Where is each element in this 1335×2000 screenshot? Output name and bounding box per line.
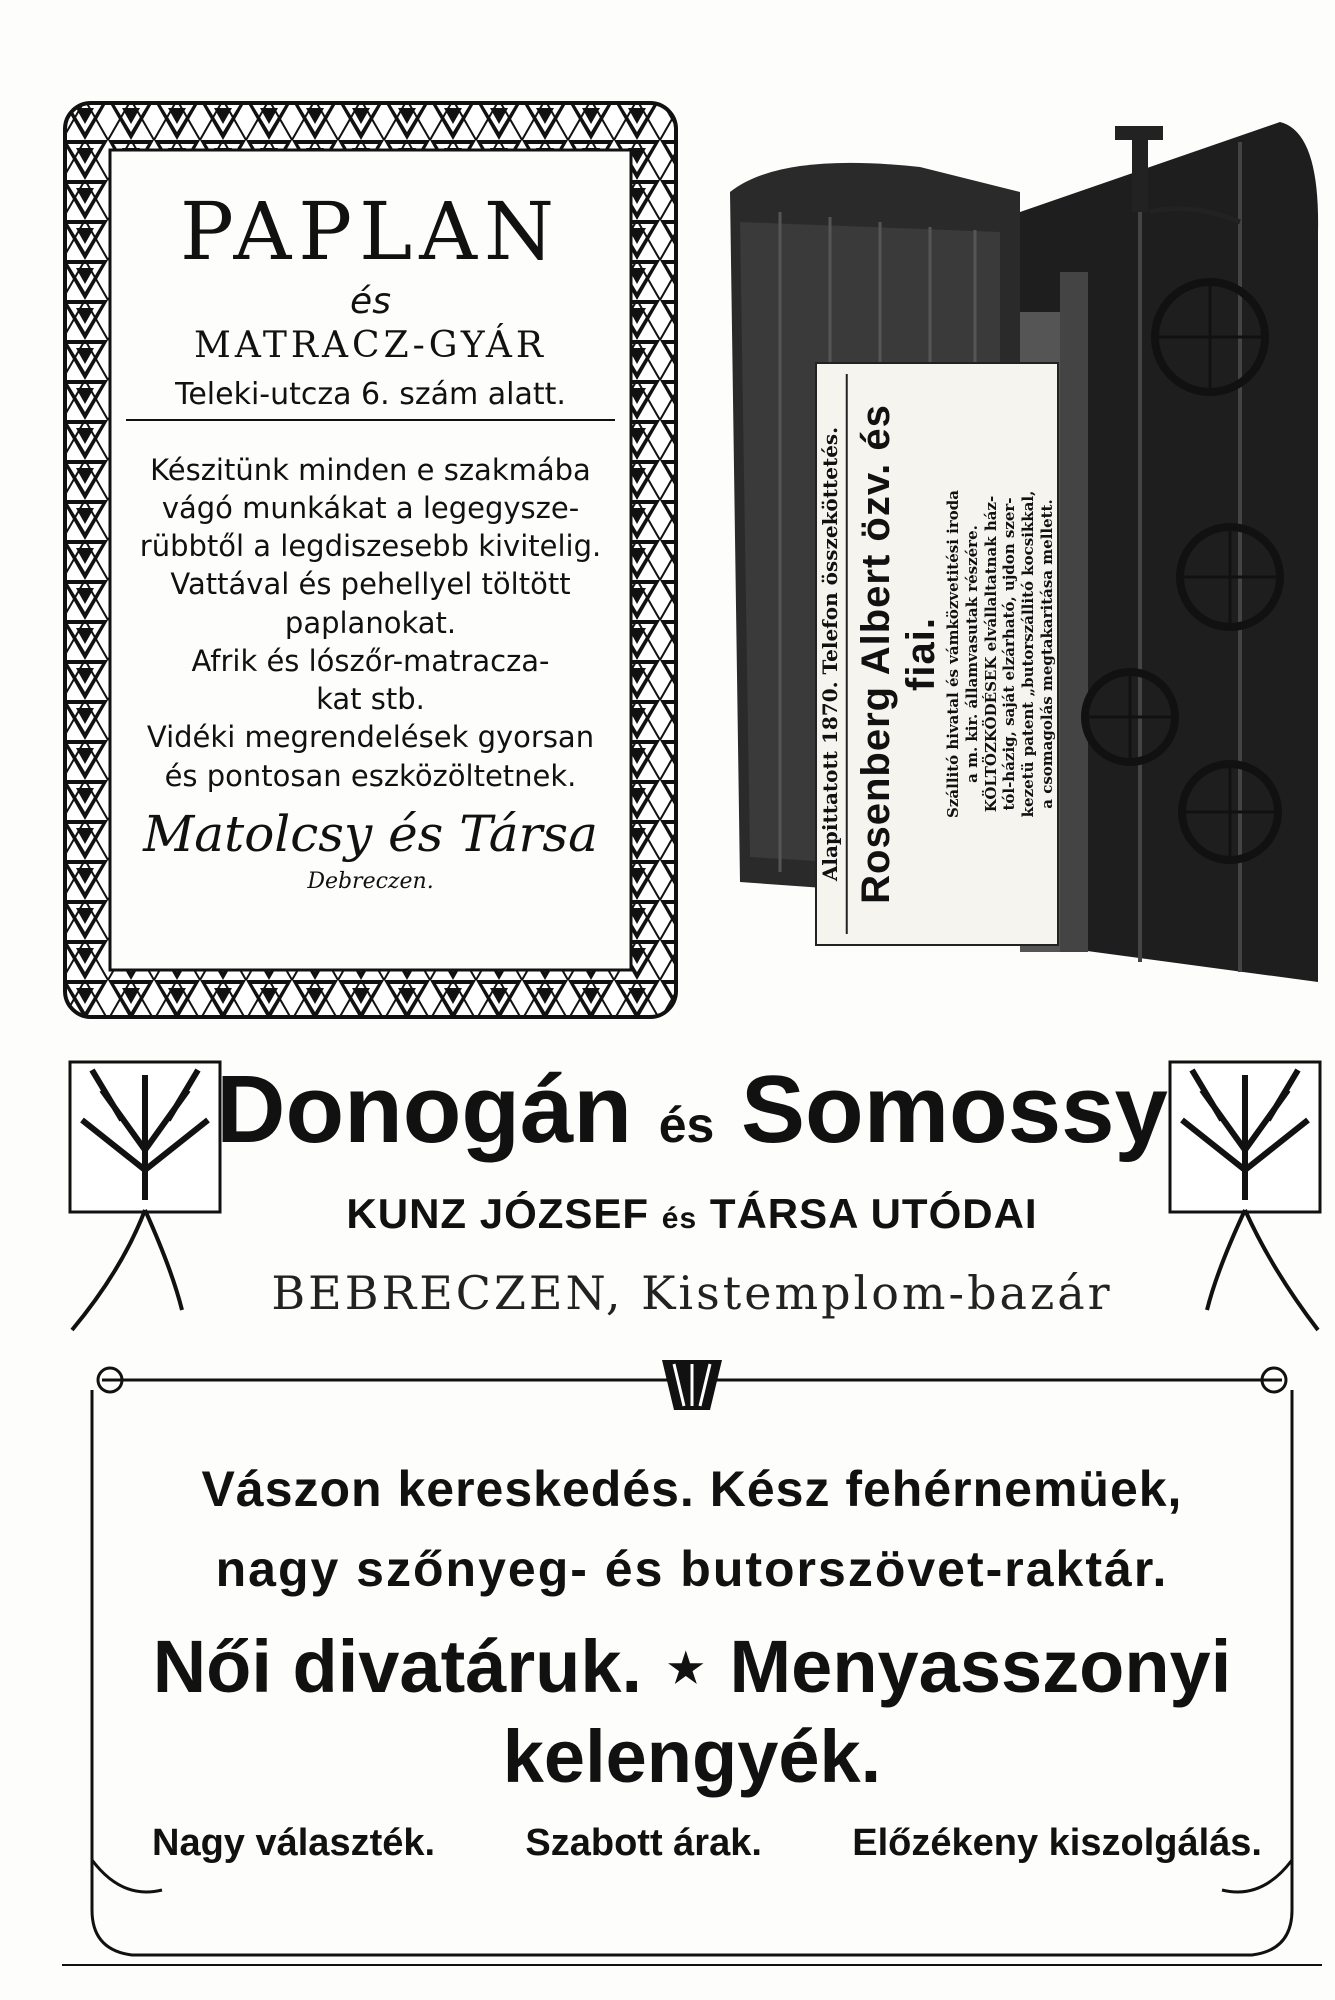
rosenberg-founded: Alapittatott 1870. Telefon összeköttetés. bbox=[818, 374, 848, 934]
donogan-line-4: kelengyék. bbox=[502, 1715, 882, 1798]
rosenberg-line: Szállitó hivatal és vámközvetitési iroda bbox=[943, 490, 962, 818]
donogan-title-part1: Donogán bbox=[216, 1056, 633, 1163]
paplan-body-line: és pontosan eszközöltetnek. bbox=[164, 758, 577, 793]
paplan-body-line: Készitünk minden e szakmába bbox=[150, 452, 591, 487]
paplan-conjunction: és bbox=[350, 281, 391, 322]
donogan-title-part2: Somossy bbox=[741, 1056, 1168, 1163]
paplan-subtitle: MATRACZ-GYÁR bbox=[194, 325, 547, 366]
paplan-signature: Matolcsy és Társa bbox=[143, 804, 598, 863]
donogan-sub-part2: TÁRSA UTÓDAI bbox=[709, 1190, 1038, 1237]
paplan-advertisement bbox=[62, 100, 679, 1020]
donogan-title-conj: és bbox=[658, 1097, 715, 1153]
donogan-line-2: nagy szőnyeg- és butorszövet-raktár. bbox=[215, 1541, 1169, 1597]
rosenberg-line: kezetü patent „butorszállitó kocsikkal, bbox=[1018, 490, 1037, 818]
donogan-title bbox=[62, 1056, 1322, 1163]
rosenberg-advertisement bbox=[720, 112, 1320, 1002]
paplan-body-line: Afrik és lószőr-matracza- bbox=[191, 643, 550, 678]
rosenberg-line: a m. kir. államvasutak részére. bbox=[962, 525, 981, 783]
rosenberg-label-board bbox=[815, 362, 1059, 946]
donogan-sub-conj: és bbox=[661, 1202, 698, 1235]
donogan-city-line: BEBRECZEN, Kistemplom-bazár bbox=[271, 1266, 1113, 1320]
paplan-body-line: Vattával és pehellyel töltött bbox=[170, 567, 571, 602]
paplan-body-line: Vidéki megrendelések gyorsan bbox=[146, 720, 595, 755]
rosenberg-name: Rosenberg Albert özv. és fiai. bbox=[853, 404, 943, 904]
donogan-footer-item: Szabott árak. bbox=[525, 1822, 762, 1864]
donogan-footer-item: Előzékeny kiszolgálás. bbox=[852, 1822, 1262, 1864]
donogan-line-3: Női divatáruk. ⋆ Menyasszonyi bbox=[152, 1625, 1232, 1708]
paplan-body-line: vágó munkákat a legegysze- bbox=[161, 490, 580, 525]
donogan-footer-item: Nagy választék. bbox=[152, 1822, 436, 1864]
paplan-title: PAPLAN bbox=[180, 185, 561, 278]
paplan-body bbox=[112, 451, 629, 795]
paplan-body-line: kat stb. bbox=[316, 682, 425, 717]
rosenberg-line: KÖLTÖZKÖDÉSEK elvállaltatnak ház- bbox=[981, 495, 1000, 813]
donogan-line-1: Vászon kereskedés. Kész fehérnemüek, bbox=[201, 1461, 1183, 1517]
donogan-sub-part1: KUNZ JÓZSEF bbox=[346, 1190, 650, 1237]
donogan-footer bbox=[152, 1822, 1262, 1865]
rosenberg-line: a csomagolás megtakaritása mellett. bbox=[1037, 499, 1056, 809]
center-fan-ornament bbox=[662, 1360, 722, 1410]
paplan-address: Teleki-utcza 6. szám alatt. bbox=[126, 378, 615, 421]
paplan-city: Debreczen. bbox=[307, 868, 434, 894]
donogan-subtitle bbox=[62, 1190, 1322, 1238]
donogan-somossy-advertisement bbox=[62, 1050, 1322, 1970]
rosenberg-line: tól-házig, saját elzárható, ujdon szer- bbox=[1000, 497, 1018, 811]
paplan-body-line: rübbtől a legdiszesebb kivitelig. bbox=[139, 529, 602, 564]
paplan-body-line: paplanokat. bbox=[284, 605, 457, 640]
